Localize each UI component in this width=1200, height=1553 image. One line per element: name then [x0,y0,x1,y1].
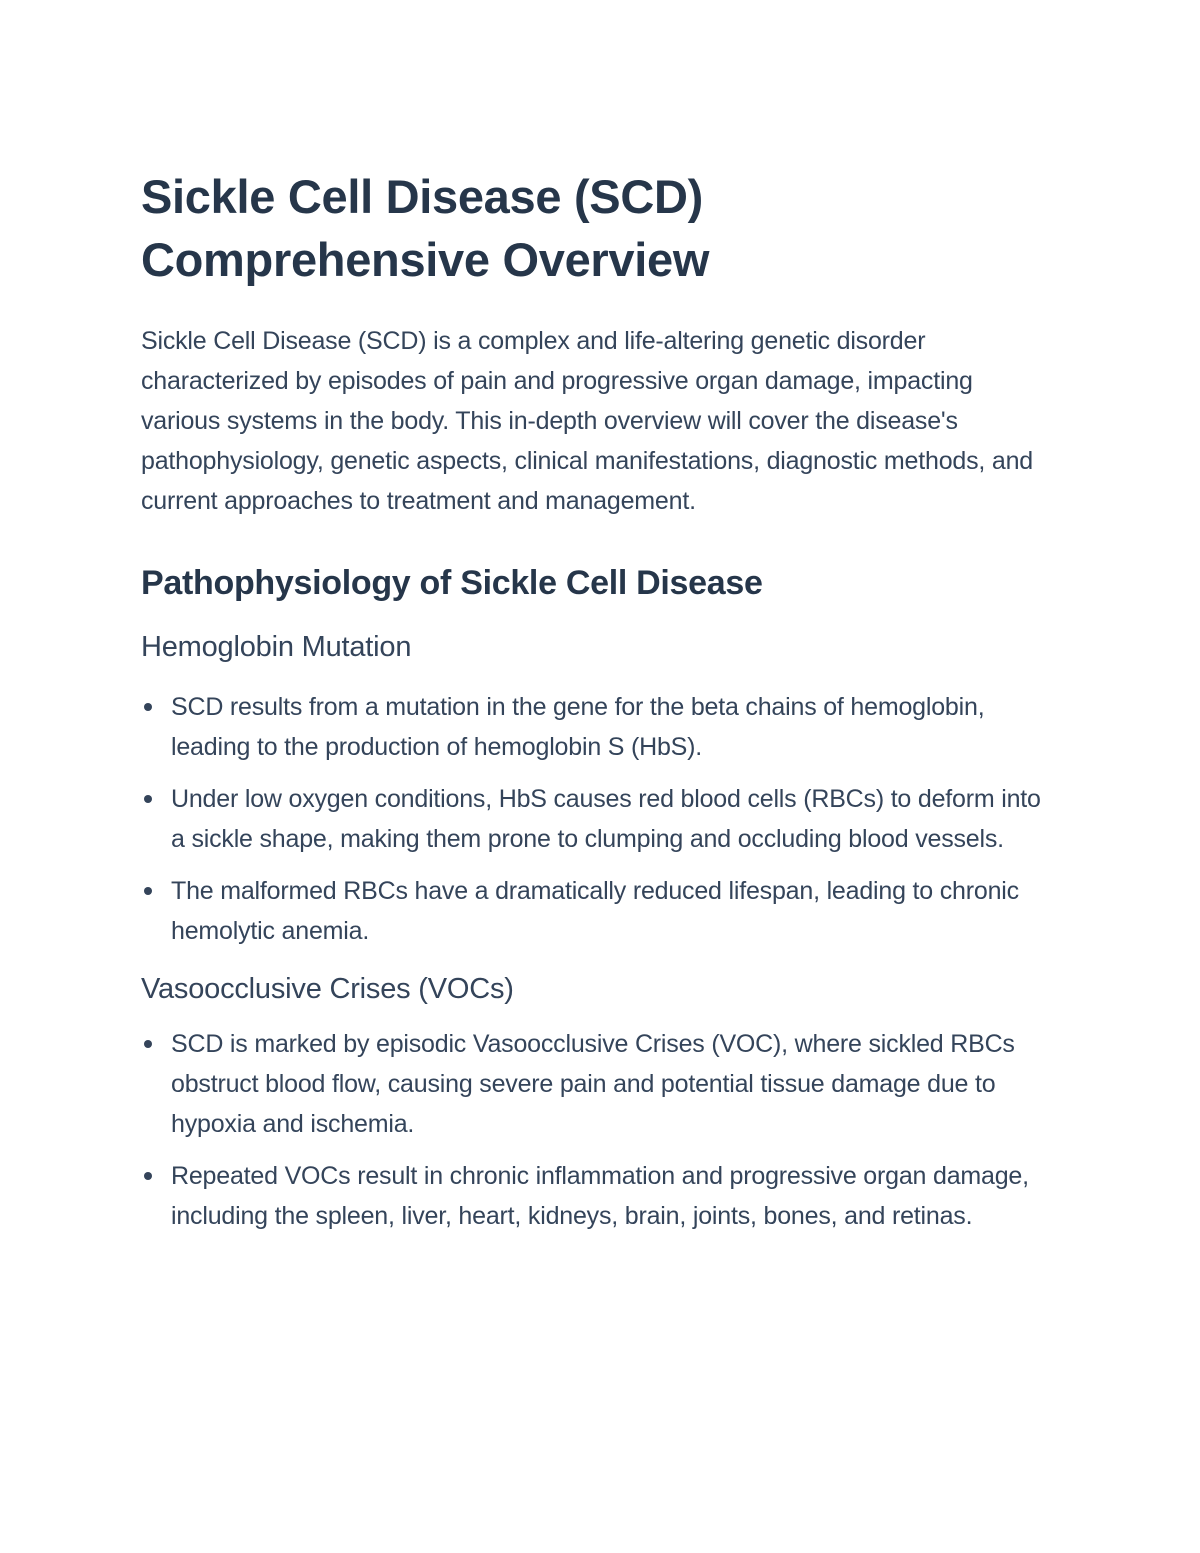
document-page [141,165,1041,1248]
intro-paragraph: Sickle Cell Disease (SCD) is a complex and life-altering genetic disorder characterized by episodes of pain and progressive organ damage, impacting various systems in the body. This in-depth overview will cover the disease's pathophysiology, genetic aspects, clinical manifestations, diagnostic methods, and current approaches to treatment and management. [141,327,1033,515]
list-item-text: The malformed RBCs have a dramatically reduced lifespan, leading to chronic hemolytic anemia. [171,877,1019,945]
bullet-dot-icon [144,703,152,711]
bullet-dot-icon [144,887,152,895]
list-item-text: Under low oxygen conditions, HbS causes red blood cells (RBCs) to deform into a sickle shape, making them prone to clumping and occluding blood vessels. [171,785,1041,853]
section-heading: Pathophysiology of Sickle Cell Disease [141,564,763,602]
title-line-1: Sickle Cell Disease (SCD) [141,170,703,223]
list-item [141,687,1041,767]
list-item-text: Repeated VOCs result in chronic inflammation and progressive organ damage, including the spleen, liver, heart, kidneys, brain, joints, bones, and retinas. [171,1162,1029,1230]
title-line-2: Comprehensive Overview [141,233,710,286]
bullet-list-vocs [141,1024,1041,1236]
bullet-dot-icon [144,1040,152,1048]
list-item-text: SCD is marked by episodic Vasoocclusive Crises (VOC), where sickled RBCs obstruct blood flow, causing severe pain and potential tissue damage due to hypoxia and ischemia. [171,1030,1015,1138]
list-item [141,1024,1041,1144]
bullet-list-hemoglobin [141,687,1041,951]
document-title [141,165,1041,291]
list-item [141,871,1041,951]
bullet-dot-icon [144,795,152,803]
subsection-heading-hemoglobin: Hemoglobin Mutation [141,631,412,663]
bullet-dot-icon [144,1172,152,1180]
subsection-heading-vocs: Vasoocclusive Crises (VOCs) [141,973,514,1005]
list-item-text: SCD results from a mutation in the gene for the beta chains of hemoglobin, leading to the production of hemoglobin S (HbS). [171,693,985,761]
list-item [141,1156,1041,1236]
list-item [141,779,1041,859]
